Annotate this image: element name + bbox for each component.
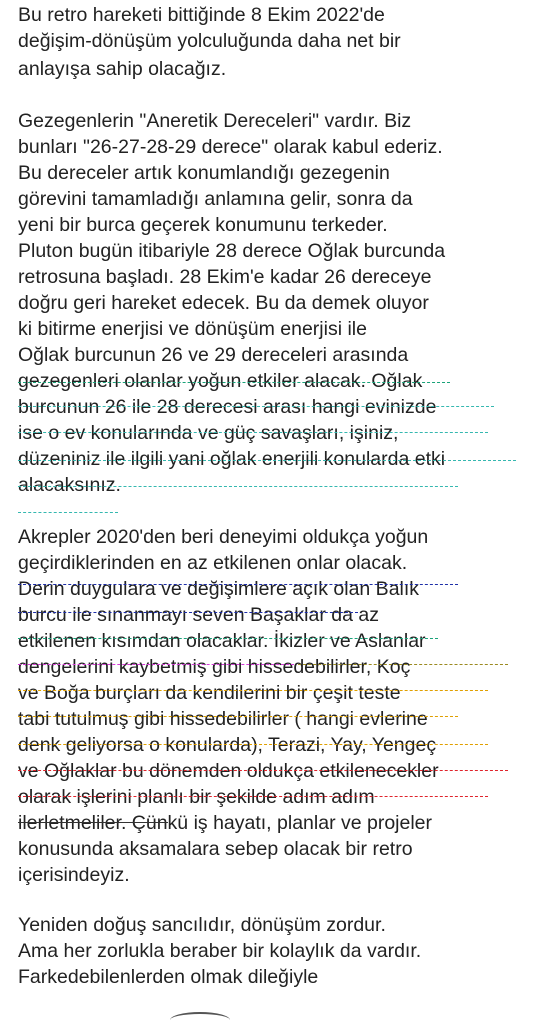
text-line-13: ki bitirme enerjisi ve dönüşüm enerjisi ile — [18, 318, 367, 340]
handwritten-underline-14 — [18, 744, 488, 745]
text-line-31: olarak işlerini planlı bir şekilde adım adım — [18, 786, 375, 808]
text-line-38: Farkedebilenlerden olmak dileğiyle — [18, 966, 319, 988]
text-line-12: doğru geri hareket edecek. Bu da demek oluyor — [18, 292, 429, 314]
handwritten-underline-6 — [18, 512, 118, 513]
text-line-10: Pluton bugün itibariyle 28 derece Oğlak burcunda — [18, 240, 446, 262]
text-line-22: geçirdiklerinden en az etkilenen onlar olacak. — [18, 552, 408, 574]
text-line-32: ilerletmeliler. Çünkü iş hayatı, planlar ve projeler — [18, 812, 433, 834]
text-line-21: Akrepler 2020'den beri deneyimi oldukça yoğun — [18, 526, 429, 548]
text-line-23: Derin duygulara ve değişimlere açık olan Balık — [18, 578, 420, 600]
text-line-26: dengelerini kaybetmiş gibi hissedebilirler, Koç — [18, 656, 411, 678]
text-line-5: Gezegenlerin "Aneretik Dereceleri" vardır. Biz — [18, 110, 412, 132]
text-line-11: retrosuna başladı. 28 Ekim'e kadar 26 dereceye — [18, 266, 432, 288]
text-line-1: Bu retro hareketi bittiğinde 8 Ekim 2022'de — [18, 4, 385, 26]
handwritten-underline-15 — [18, 770, 508, 771]
handwritten-underline-7 — [18, 584, 458, 585]
text-line-6: bunları "26-27-28-29 derece" olarak kabul ederiz. — [18, 136, 443, 158]
text-line-7: Bu dereceler artık konumlandığı gezegenin — [18, 162, 390, 184]
text-line-37: Ama her zorlukla beraber bir kolaylık da vardır. — [18, 940, 422, 962]
text-line-28: tabi tutulmuş gibi hissedebilirler ( hangi evlerine — [18, 708, 428, 730]
text-line-30: ve Oğlaklar bu dönemden oldukça etkilenecekler — [18, 760, 439, 782]
text-line-17: ise o ev konularında ve güç savaşları, işiniz, — [18, 422, 399, 444]
handwritten-underline-1 — [18, 382, 450, 383]
handwritten-underline-9 — [18, 638, 438, 639]
text-line-16: burcunun 26 ile 28 derecesi arası hangi evinizde — [18, 396, 437, 418]
text-line-14: Oğlak burcunun 26 ve 29 dereceleri arasında — [18, 344, 409, 366]
text-line-29: denk geliyorsa o konularda), Terazi, Yay, Yengeç — [18, 734, 437, 756]
handwritten-underline-16 — [18, 796, 488, 797]
handwritten-underline-8 — [18, 612, 358, 613]
text-line-18: düzeniniz ile ilgili yani oğlak enerjili konularda etki — [18, 448, 446, 470]
text-line-27: ve Boğa burçları da kendilerini bir çeşit teste — [18, 682, 401, 704]
text-line-2: değişim-dönüşüm yolculuğunda daha net bir — [18, 30, 401, 52]
text-line-8: görevini tamamladığı anlamına gelir, sonra da — [18, 188, 413, 210]
text-line-34: içerisindeyiz. — [18, 864, 130, 886]
text-line-15: gezegenleri olanlar yoğun etkiler alacak. Oğlak — [18, 370, 423, 392]
handwritten-underline-11 — [298, 664, 508, 665]
handwritten-underline-4 — [18, 460, 516, 461]
handwritten-underline-10 — [18, 664, 294, 665]
handwritten-underline-5 — [18, 486, 458, 487]
text-line-19: alacaksınız. — [18, 474, 121, 496]
handwritten-underline-2 — [18, 406, 494, 407]
text-line-25: etkilenen kısımdan olacaklar. İkizler ve Aslanlar — [18, 630, 426, 652]
text-line-36: Yeniden doğuş sancılıdır, dönüşüm zordur. — [18, 914, 386, 936]
text-line-24: burcu ile sınanmayı seven Başaklar da az — [18, 604, 379, 626]
text-line-3: anlayışa sahip olacağız. — [18, 58, 227, 80]
handwritten-underline-3 — [18, 432, 488, 433]
handwritten-underline-17 — [18, 822, 168, 823]
handwritten-underline-12 — [18, 690, 488, 691]
text-line-33: konusunda aksamalara sebep olacak bir retro — [18, 838, 413, 860]
handwritten-mark — [170, 1012, 230, 1028]
handwritten-underline-13 — [18, 716, 458, 717]
text-line-9: yeni bir burca geçerek konumunu terkeder. — [18, 214, 388, 236]
